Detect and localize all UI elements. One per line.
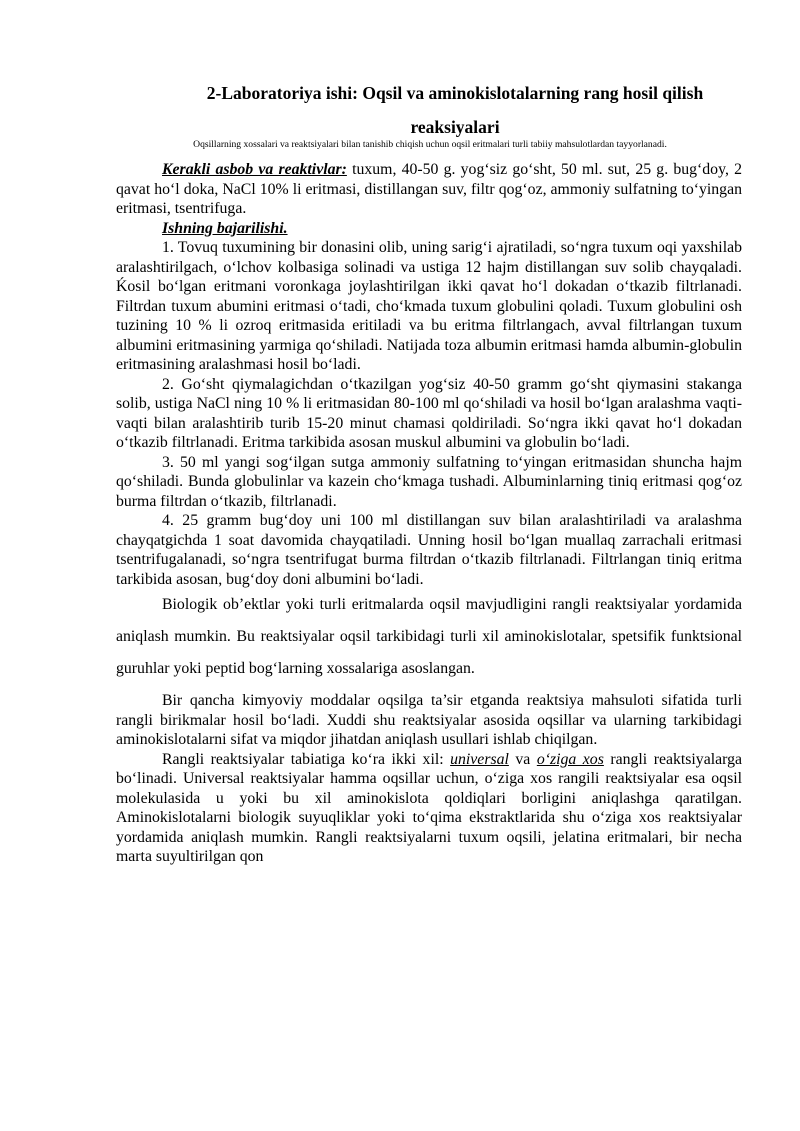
- step-2-paragraph: 2. Go‘sht qiymalagichdan o‘tkazilgan yog‘siz 40-50 gramm go‘sht qiymasini stakanga solib, ustiga NaCl ning 10 % li eritmasidan 80-100 ml qo‘shiladi va hosil bo‘lgan aralashma vaqti-vaqti bilan aralashtirib turib 15-20 minut chamasi qoldiriladi. So‘ngra ikki qavat ho‘l dokadan o‘tkazib filtrlanadi. Eritma tarkibida asosan muskul albumini va globulin bo‘ladi.: [116, 375, 742, 451]
- title-line-2: reaksiyalari: [410, 117, 500, 137]
- procedure-label: Ishning bajarilishi.: [162, 219, 288, 237]
- equipment-text: tuxum, 40-50 g. yog‘siz go‘sht, 50 ml. sut, 25 g. bug‘doy, 2 qavat ho‘l doka, NaCl 10% li eritmasi, distillangan suv, filtr qog‘oz, ammoniy sulfatning to‘yingan eritmasi, tsentrifuga.: [116, 161, 742, 217]
- equipment-label: Kerakli asbob va reaktivlar:: [162, 161, 347, 178]
- specific-term: o‘ziga xos: [536, 750, 604, 768]
- universal-term: universal: [450, 750, 509, 768]
- step-3-paragraph: 3. 50 ml yangi sog‘ilgan sutga ammoniy sulfatning to‘yingan eritmasidan shuncha hajm qo‘shiladi. Bunda globulinlar va kazein cho‘kmaga tushadi. Albuminlarning tiniq eritmasi qog‘oz burma filtrdan o‘tkazib, filtrlanadi.: [116, 453, 742, 510]
- procedure-heading: [116, 219, 742, 239]
- color-reactions-paragraph: [116, 750, 742, 867]
- color-text-a: Rangli reaktsiyalar tabiatiga ko‘ra ikki xil:: [162, 750, 451, 768]
- color-text-va: va: [508, 750, 537, 768]
- document-body: [116, 160, 742, 867]
- step-4-paragraph: 4. 25 gramm bug‘doy uni 100 ml distillangan suv bilan aralashtiriladi va aralashma chayqatgichda 1 soat davomida chayqatiladi. Unning hosil bo‘lgan muallaq zarrachali eritmasi tsentrifugalanadi, so‘ngra tsentrifugat burma filtrdan o‘tkazib filtrlanadi. Filtrlangan tiniq eritma tarkibida asosan, bug‘doy doni albumini bo‘ladi.: [116, 512, 742, 588]
- chemical-paragraph: Bir qancha kimyoviy moddalar oqsilga ta’sir etganda reaktsiya mahsuloti sifatida turli rangli birikmalar hosil bo‘ladi. Xuddi shu reaktsiyalar asosida oqsillar va ularning tarkibidagi aminokislotalarni sifat va miqdor jihatdan aniqlash usullari ishlab chiqilgan.: [116, 692, 742, 748]
- document-subtitle: Oqsillarning xossalari va reaktsiyalari bilan tanishib chiqish uchun oqsil eritmalari turli tabiiy mahsulotlardan tayyorlanadi.: [193, 139, 667, 150]
- step-1-paragraph: 1. Tovuq tuxumining bir donasini olib, uning sarig‘i ajratiladi, so‘ngra tuxum oqi yaxshilab aralashtirilgach, o‘lchov kolbasiga solinadi va ustiga 12 hajm distillangan suv solib chayqaladi. Ḱosil bo‘lgan eritmani voronkaga joylashtirilgan ikki qavat ho‘l dokadan o‘tkazib filtrlanadi. Filtrdan tuxum abumini eritmasi o‘tadi, cho‘kmada tuxum globulini qoladi. Tuxum globulini osh tuzining 10 % li ozroq eritmasida eritiladi va bu eritma filtrlangach, avval filtrlangan tuxum albumini eritmasining yarmiga qo‘shiladi. Natijada toza albumin eritmasi hamda albumin-globulin eritmasining aralashmasi hosil bo‘ladi.: [116, 239, 742, 373]
- title-line-1: 2-Laboratoriya ishi: Oqsil va aminokislotalarning rang hosil qilish: [206, 83, 704, 103]
- color-text-b: rangli reaktsiyalarga bo‘linadi. Universal reaktsiyalar hamma oqsillar uchun, o‘ziga xos rangili reaktsiyalar esa oqsil molekulasida u yoki bu xil aminokislota qoldiqlari borligini aniqlashga qaratilgan. Aminokislotalarni biologik suyuqliklar yoki to‘qima ekstraktlarida shu o‘ziga xos reaktsiyalar yordamida aniqlash mumkin. Rangli reaktsiyalarni tuxum oqsili, jelatina eritmalari, bir necha marta suyultirilgan qon: [116, 750, 742, 865]
- document-title: [150, 76, 760, 144]
- equipment-paragraph: [116, 160, 742, 219]
- biologic-paragraph: Biologik ob’ektlar yoki turli eritmalarda oqsil mavjudligini rangli reaktsiyalar yordamida aniqlash mumkin. Bu reaktsiyalar oqsil tarkibidagi turli xil aminokislotalar, spetsifik funktsional guruhlar yoki peptid bog‘larning xossalariga asoslangan.: [116, 596, 742, 677]
